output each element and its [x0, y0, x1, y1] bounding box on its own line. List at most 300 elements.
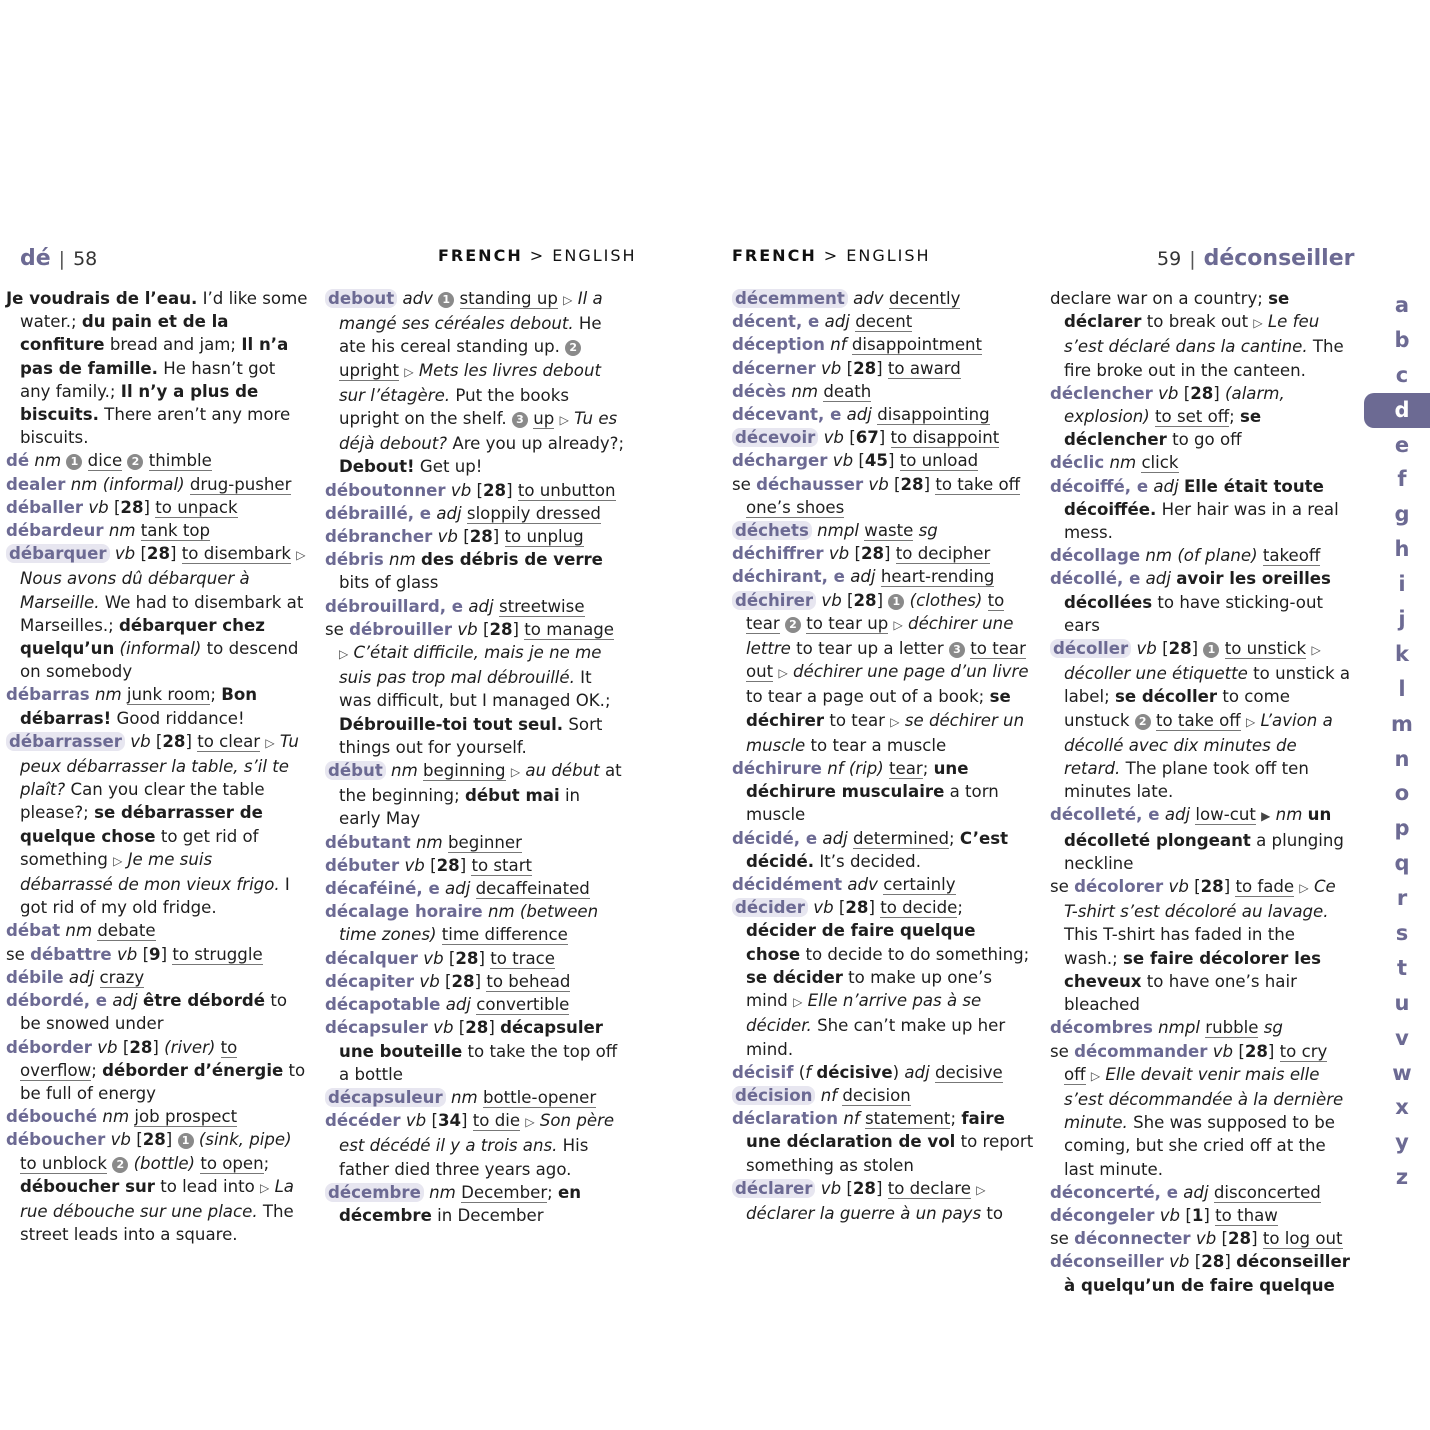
translation: decision	[842, 1085, 911, 1105]
text: in December	[431, 1205, 544, 1225]
grammar-label: vb	[419, 971, 440, 991]
headword: débrouiller	[349, 619, 453, 639]
text: [	[439, 971, 452, 991]
grammar-label: vb	[130, 731, 151, 751]
grammar-label: vb	[820, 1178, 842, 1198]
headword: déception	[732, 335, 825, 355]
text: She was supposed to be coming, but she cried off at the last minute.	[1064, 1113, 1335, 1179]
text: to be full of energy	[20, 1060, 306, 1103]
headword: décolorer	[1074, 877, 1164, 897]
grammar-label: L’avion a décollé avec dix minutes de retard.	[1064, 710, 1333, 779]
bold-phrase: 28	[852, 1178, 876, 1198]
translation: to set off	[1155, 407, 1230, 427]
text: ]	[876, 590, 889, 610]
text: ]	[1251, 1229, 1263, 1249]
grammar-label: vb	[88, 497, 109, 517]
grammar-label: se déchirer un muscle	[746, 710, 1025, 755]
grammar-label: (informal)	[119, 639, 202, 659]
text: [	[1216, 1229, 1228, 1249]
translation: click	[1141, 453, 1179, 473]
grammar-label: nm	[108, 521, 136, 541]
headword: déconnecter	[1074, 1229, 1191, 1249]
text: ]	[165, 1130, 178, 1150]
grammar-label: Le feu s’est déclaré dans la cantine.	[1064, 312, 1320, 357]
bold-phrase: 28	[853, 358, 877, 378]
text: ;	[949, 828, 960, 848]
grammar-label: adv	[853, 289, 884, 308]
text: ]	[461, 1111, 473, 1131]
headword: décéder	[325, 1111, 401, 1131]
headword: débuter	[325, 855, 400, 875]
grammar-label: nmpl	[817, 521, 859, 541]
index-letter-i[interactable]: i	[1398, 572, 1406, 597]
headword: débris	[325, 550, 384, 570]
section-title	[732, 246, 931, 276]
bold-phrase: 28	[1244, 1041, 1268, 1061]
grammar-label: Tu peux débarrasser la table, s’il te plaît?	[20, 731, 299, 800]
translation: to open	[200, 1153, 264, 1173]
text: [	[471, 480, 484, 500]
section-title-source: FRENCH	[732, 246, 817, 265]
headword: décembre	[325, 1183, 424, 1202]
translation: to manage	[524, 619, 614, 639]
dictionary-entry	[325, 502, 625, 525]
bold-phrase: être débordé	[142, 991, 266, 1011]
dictionary-entry	[6, 1105, 310, 1128]
grammar-label: C’était difficile, mais je ne me suis pas trop mal débrouillé.	[339, 643, 602, 688]
grammar-label: nm	[791, 381, 819, 401]
grammar-label: nm (of plane)	[1145, 546, 1258, 566]
dictionary-entry	[1050, 567, 1352, 637]
headword: déconseiller	[1050, 1252, 1164, 1272]
text: [	[135, 544, 147, 564]
bold-phrase: 1	[1191, 1205, 1204, 1225]
text: Her hair was in a real mess.	[1064, 499, 1339, 543]
grammar-label: adj	[850, 567, 876, 587]
index-letter-b[interactable]: b	[1394, 327, 1410, 352]
translation: to start	[471, 855, 533, 875]
grammar-label: adj	[68, 967, 95, 987]
example-arrow: ▶	[1261, 809, 1271, 824]
index-letter-h[interactable]: h	[1394, 537, 1410, 562]
grammar-label: nf (rip)	[827, 759, 884, 779]
index-letter-f[interactable]: f	[1397, 467, 1407, 492]
translation: sloppily dressed	[466, 503, 601, 523]
text: to tear a muscle	[805, 735, 947, 755]
dictionary-entry	[732, 287, 1034, 310]
grammar-label: Tu es déjà debout?	[339, 409, 618, 454]
translation: death	[823, 381, 872, 401]
text: [	[1233, 1041, 1245, 1061]
bold-phrase: Il n’a pas de famille.	[20, 335, 289, 378]
grammar-label: adj	[468, 596, 494, 616]
index-letter-k[interactable]: k	[1395, 641, 1409, 666]
index-letter-q[interactable]: q	[1394, 851, 1410, 876]
grammar-label: nm (informal)	[70, 474, 185, 494]
head-separator: |	[58, 248, 66, 270]
text: [	[841, 1178, 853, 1198]
dictionary-entry	[6, 473, 310, 496]
index-letter-o[interactable]: o	[1394, 781, 1410, 806]
text: [	[477, 619, 490, 639]
grammar-label: vb	[450, 480, 472, 500]
sense-number: 1	[438, 292, 454, 308]
dictionary-entry	[1050, 1040, 1352, 1181]
grammar-label: vb	[457, 619, 478, 639]
text: to descend on somebody	[20, 639, 299, 682]
headword: décemment	[732, 289, 848, 308]
bold-phrase: 28	[469, 527, 493, 547]
translation: job prospect	[134, 1107, 238, 1127]
translation: statement	[865, 1109, 951, 1129]
text: ;	[547, 1182, 559, 1202]
bold-phrase: 28	[489, 619, 513, 639]
grammar-label: vb	[820, 358, 842, 378]
dictionary-entry	[325, 759, 625, 831]
text: [	[137, 944, 150, 964]
translation: to unload	[899, 451, 979, 471]
text: bread and jam;	[104, 335, 242, 355]
text: It was difficult, but I managed OK.;	[339, 668, 611, 711]
text: se	[325, 619, 350, 639]
bold-phrase: 28	[142, 1130, 166, 1150]
page-number: 59	[1157, 248, 1182, 270]
example-arrow: ▷	[113, 853, 123, 868]
headword: déclaration	[732, 1109, 839, 1129]
text: se	[1050, 1041, 1075, 1061]
translation: tear	[889, 759, 923, 779]
translation: to behead	[486, 971, 571, 991]
translation: time difference	[441, 925, 568, 945]
text: [	[117, 1037, 130, 1057]
example-arrow: ▷	[559, 413, 569, 428]
text: to decide to do something;	[800, 944, 1030, 964]
grammar-label: adj	[824, 312, 850, 332]
index-letter-l[interactable]: l	[1398, 676, 1406, 701]
translation: determined	[853, 828, 950, 848]
translation: to trace	[490, 948, 555, 968]
headword: décapiter	[325, 971, 415, 991]
dictionary-entry	[325, 287, 625, 479]
example-arrow: ▷	[793, 995, 803, 1010]
dictionary-entry	[1050, 451, 1352, 474]
index-letter-d[interactable]: d	[1364, 393, 1430, 428]
translation: drug-pusher	[189, 474, 292, 494]
translation: to tear out	[746, 639, 1026, 682]
grammar-label: (bottle)	[133, 1153, 196, 1173]
bold-phrase: du pain et de la confiture	[20, 312, 229, 355]
text: This T-shirt has faded in the wash.;	[1064, 925, 1295, 968]
text: ]	[878, 428, 891, 448]
section-title	[438, 246, 637, 276]
headword: débraillé, e	[325, 503, 432, 523]
grammar-label: (clothes)	[909, 590, 983, 610]
text: to unstick a label;	[1064, 664, 1351, 707]
example-arrow: ▷	[525, 1115, 535, 1130]
text: se	[6, 944, 31, 964]
grammar-label: sg	[1263, 1018, 1283, 1038]
headword: déchiffrer	[732, 544, 824, 564]
dictionary-entry	[6, 1036, 310, 1106]
text: to have one’s hair bleached	[1064, 971, 1297, 1015]
index-letter-j[interactable]: j	[1398, 607, 1406, 632]
text: [	[457, 527, 470, 547]
translation: to disembark	[181, 544, 291, 564]
headword: déconcerté, e	[1050, 1182, 1178, 1202]
headword: débrancher	[325, 527, 433, 547]
sense-number: 2	[785, 617, 801, 633]
text: ;	[1229, 407, 1241, 427]
sense-number: 1	[66, 454, 82, 470]
example-arrow: ▷	[404, 364, 414, 379]
index-letter-s[interactable]: s	[1395, 921, 1409, 946]
translation: decent	[855, 312, 913, 332]
text: [	[853, 451, 865, 471]
translation: to log out	[1262, 1229, 1343, 1249]
bold-phrase: Je voudrais de l’eau.	[6, 289, 198, 308]
bold-phrase: se faire décolorer les cheveux	[1064, 948, 1321, 991]
translation: junk room	[126, 685, 211, 705]
example-arrow: ▷	[1299, 881, 1309, 896]
text: )	[892, 1062, 905, 1082]
text	[454, 289, 459, 308]
dictionary-entry	[6, 943, 310, 966]
translation: debate	[97, 921, 156, 941]
grammar-label: vb	[110, 1130, 131, 1150]
headword: décapotable	[325, 995, 441, 1015]
headword: déboucher	[6, 1130, 106, 1150]
guide-word: déconseiller	[1203, 246, 1355, 271]
sense-number: 1	[1203, 642, 1219, 658]
headword: débouché	[6, 1107, 98, 1127]
text: ]	[1203, 1205, 1216, 1225]
translation: beginning	[423, 761, 506, 781]
dictionary-entry	[732, 589, 1034, 757]
text: ]	[868, 898, 881, 918]
grammar-label: nf	[830, 335, 847, 355]
dictionary-entry	[325, 618, 625, 759]
headword: décommander	[1074, 1041, 1208, 1061]
translation: to unpack	[155, 497, 238, 517]
dictionary-entry	[732, 1084, 1034, 1107]
dictionary-entry	[732, 357, 1034, 380]
index-letter-y[interactable]: y	[1395, 1130, 1409, 1155]
grammar-label: vb	[868, 474, 889, 494]
grammar-label: nm (between time zones)	[339, 902, 599, 945]
sense-number: 2	[112, 1157, 128, 1173]
index-letter-v[interactable]: v	[1395, 1025, 1409, 1050]
text: ]	[488, 1018, 501, 1038]
dictionary-entry	[732, 310, 1034, 333]
index-letter-t[interactable]: t	[1396, 955, 1408, 980]
dictionary-entry	[732, 827, 1034, 873]
index-letter-a[interactable]: a	[1394, 293, 1410, 317]
index-letter-r[interactable]: r	[1396, 886, 1408, 911]
index-letter-p[interactable]: p	[1394, 816, 1410, 841]
grammar-label: adj	[846, 405, 872, 425]
grammar-label: vb	[1168, 877, 1189, 897]
translation: to declare	[887, 1178, 971, 1198]
headword: déchirant, e	[732, 567, 845, 587]
grammar-label: vb	[114, 544, 136, 564]
dictionary-entry	[325, 1016, 625, 1086]
bold-phrase: se décider	[746, 967, 843, 987]
translation: to award	[887, 358, 961, 378]
index-letter-m[interactable]: m	[1391, 711, 1413, 736]
bold-phrase: 28	[1168, 639, 1192, 659]
translation: disappointing	[877, 405, 990, 425]
dictionary-entry	[1050, 382, 1352, 452]
page-number: 58	[73, 248, 98, 270]
grammar-label: vb	[116, 944, 138, 964]
index-letter-n[interactable]: n	[1394, 746, 1410, 771]
dictionary-entry	[325, 831, 625, 854]
grammar-label: vb	[405, 1111, 427, 1131]
bold-phrase: 45	[864, 451, 888, 471]
dictionary-entry	[6, 287, 310, 449]
grammar-label: adj	[1153, 476, 1179, 496]
grammar-label: vb	[1159, 1205, 1181, 1225]
bold-phrase: une déchirure musculaire	[746, 759, 969, 802]
page-head-left	[20, 246, 97, 276]
text: [	[1188, 877, 1201, 897]
text	[436, 925, 441, 944]
text: (	[793, 1062, 806, 1082]
text: [	[843, 428, 856, 448]
headword: déclic	[1050, 453, 1105, 473]
dictionary-entry	[325, 525, 625, 548]
grammar-label: nm	[94, 685, 122, 705]
text: ]	[1267, 1041, 1280, 1061]
dictionary-entry	[325, 595, 625, 618]
text: ]	[492, 527, 505, 547]
headword: débattre	[30, 944, 112, 964]
dictionary-entry	[732, 1177, 1034, 1225]
translation: dice	[87, 451, 123, 471]
index-letter-u[interactable]: u	[1394, 990, 1410, 1015]
headword: décerner	[732, 358, 816, 378]
grammar-label: nm	[65, 921, 93, 941]
bold-phrase: 28	[129, 1037, 153, 1057]
headword: décoller	[1050, 639, 1131, 658]
grammar-label: nm	[389, 550, 416, 570]
translation: to unblock	[20, 1153, 107, 1173]
bold-phrase: C’est décidé.	[746, 828, 1009, 871]
example-arrow: ▷	[890, 714, 900, 729]
grammar-label: Mets les livres debout sur l’étagère.	[339, 360, 601, 405]
dictionary-entry	[732, 380, 1034, 403]
bold-phrase: début mai	[464, 786, 560, 806]
grammar-label: f	[805, 1062, 812, 1082]
text: to	[981, 1203, 1004, 1223]
translation: beginner	[447, 832, 522, 852]
translation: convertible	[476, 995, 570, 1015]
text: ]	[478, 948, 491, 968]
dictionary-entry	[732, 473, 1034, 519]
text: ]	[170, 544, 182, 564]
headword: décision	[732, 1086, 815, 1105]
dictionary-entry	[325, 947, 625, 970]
dictionary-entry	[732, 565, 1034, 588]
bold-phrase: Débrouille-toi tout seul.	[339, 714, 564, 734]
bold-phrase: déconseiller à quelqu’un de faire quelque	[1064, 1252, 1350, 1295]
text: The plane took off ten minutes late.	[1064, 759, 1309, 802]
headword: débarrasser	[6, 732, 125, 751]
grammar-label: adv	[402, 289, 433, 308]
headword: déborder	[6, 1037, 92, 1057]
text: The fire broke out in the canteen.	[1064, 337, 1344, 380]
grammar-label: vb	[821, 590, 842, 610]
dictionary-entry	[732, 519, 1034, 542]
bold-phrase: 28	[146, 544, 171, 564]
text: He ate his cereal standing up.	[339, 314, 602, 357]
bold-phrase: 28	[845, 898, 869, 918]
text	[82, 451, 87, 470]
text: ;	[957, 898, 963, 918]
index-letter-e[interactable]: e	[1394, 432, 1410, 457]
text: [	[424, 855, 437, 875]
text: ]	[884, 544, 896, 564]
headword: décollé, e	[1050, 569, 1141, 589]
index-letter-g[interactable]: g	[1394, 502, 1410, 527]
example-arrow: ▷	[563, 293, 573, 307]
index-letter-x[interactable]: x	[1395, 1095, 1409, 1120]
grammar-label: adj	[445, 879, 471, 899]
example-arrow: ▷	[778, 666, 788, 681]
grammar-label: nm	[429, 1182, 456, 1202]
sense-number: 3	[949, 642, 965, 658]
text: to take the top off a bottle	[339, 1041, 618, 1084]
grammar-label: déchirer une lettre	[746, 613, 1014, 659]
text: I got rid of my old fridge.	[20, 875, 290, 918]
bold-phrase: déboucher sur	[20, 1176, 155, 1196]
grammar-label: vb	[404, 855, 425, 875]
dictionary-entry	[1050, 544, 1352, 567]
text	[982, 591, 987, 610]
text: ]	[1224, 1252, 1237, 1272]
grammar-label: nm	[1275, 805, 1303, 825]
bold-phrase: Debout!	[339, 457, 415, 477]
index-letter-z[interactable]: z	[1395, 1165, 1409, 1190]
column-3	[732, 287, 1034, 1225]
index-letter-w[interactable]: w	[1392, 1060, 1412, 1085]
grammar-label: nf	[820, 1085, 838, 1105]
headword: débile	[6, 967, 64, 987]
text: Put the books upright on the shelf.	[339, 385, 569, 429]
page-head-right	[1157, 246, 1355, 276]
dictionary-entry	[6, 519, 310, 542]
bold-phrase: avoir les oreilles décollées	[1064, 569, 1331, 612]
text: to tear	[824, 710, 891, 730]
grammar-label: adj	[1164, 805, 1191, 825]
bold-phrase: en décembre	[339, 1182, 582, 1225]
text	[1219, 639, 1224, 658]
translation: upright	[339, 360, 400, 380]
text: ]	[923, 474, 936, 494]
dictionary-entry	[6, 966, 310, 989]
grammar-label: nf	[843, 1109, 860, 1129]
translation: to unstick	[1224, 639, 1307, 659]
text: to come unstuck	[1064, 687, 1290, 730]
grammar-label: adv	[847, 875, 878, 895]
headword: décapsuler	[325, 1018, 428, 1038]
grammar-label: au début	[525, 761, 600, 781]
headword: déchets	[732, 521, 812, 540]
translation: decaffeinated	[475, 879, 590, 899]
grammar-label: vb	[1195, 1229, 1217, 1249]
headword: décent, e	[732, 312, 820, 332]
index-letter-c[interactable]: c	[1395, 362, 1409, 387]
